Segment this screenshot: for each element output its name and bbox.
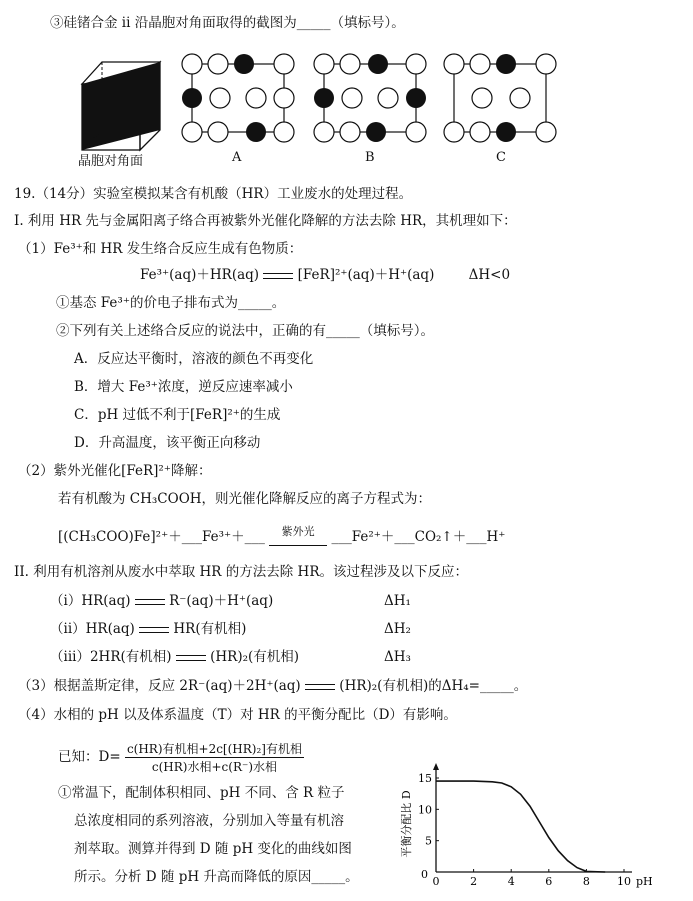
fraction-denominator: c(HR)水相+c(R⁻)水相: [151, 760, 277, 774]
r1-right: R⁻(aq)＋H⁺(aq): [169, 593, 274, 609]
reaction-3: [50, 648, 299, 666]
r1-left: （i）HR(aq): [50, 593, 131, 609]
q4-1-line-1: ①常温下，配制体积相同、pH 不同、含 R 粒子: [58, 785, 345, 801]
q3-text: [18, 677, 527, 695]
option-c-figure: [440, 52, 560, 144]
x-tick-label: 10: [617, 875, 631, 888]
option-b: B．增大 Fe³⁺浓度，逆反应速率减小: [74, 379, 293, 395]
r3-dh: ΔH₃: [384, 649, 411, 665]
eq1-dh: ΔH<0: [468, 267, 511, 283]
y-tick-label: 15: [418, 772, 432, 785]
caption-a: A: [232, 150, 242, 165]
known-formula: [58, 740, 304, 775]
q3-left: （3）根据盖斯定律，反应 2R⁻(aq)＋2H⁺(aq): [18, 678, 301, 694]
part-ii-heading: II. 利用有机溶剂从废水中萃取 HR 的方法去除 HR。该过程涉及以下反应：: [14, 564, 468, 580]
option-b-figure: [310, 52, 430, 144]
caption-b: B: [365, 150, 375, 165]
x-tick-label: 0: [432, 875, 440, 888]
option-c: C．pH 过低不利于[FeR]²⁺的生成: [74, 407, 281, 423]
known-label: 已知：D=: [58, 749, 121, 765]
equation-1: [140, 266, 510, 284]
equilibrium-arrow-icon: [135, 597, 165, 607]
q1-2: ②下列有关上述络合反应的说法中，正确的有_____（填标号）。: [56, 323, 434, 339]
y-tick-label: 10: [418, 803, 432, 817]
fraction-numerator: c(HR)有机相+2c[(HR)₂]有机相: [126, 742, 302, 756]
fraction: [125, 740, 304, 775]
d-vs-ph-chart: [396, 752, 656, 892]
r2-left: （ii）HR(aq): [50, 621, 135, 637]
q4-text: （4）水相的 pH 以及体系温度（T）对 HR 的平衡分配比（D）有影响。: [18, 707, 457, 723]
part-i-heading: I. 利用 HR 先与金属阳离子络合再被紫外光催化降解的方法去除 HR，其机理如下：: [14, 213, 517, 229]
equilibrium-arrow-icon: [263, 271, 293, 281]
r3-right: (HR)₂(有机相): [210, 649, 300, 665]
r2-dh: ΔH₂: [384, 621, 411, 637]
option-d: D．升高温度，该平衡正向移动: [74, 435, 261, 451]
eq1-left: Fe³⁺(aq)＋HR(aq): [140, 267, 260, 283]
q19-title: 19.（14分）实验室模拟某含有机酸（HR）工业废水的处理过程。: [14, 186, 413, 202]
r1-dh: ΔH₁: [384, 593, 411, 609]
r3-left: （iii）2HR(有机相): [50, 649, 172, 665]
equation-2: [58, 525, 506, 546]
chart-xlabel: pH: [636, 875, 653, 888]
q1-text: （1）Fe³⁺和 HR 发生络合反应生成有色物质：: [18, 241, 303, 257]
x-tick-label: 2: [470, 875, 478, 888]
q3-right: (HR)₂(有机相)的ΔH₄=_____。: [339, 678, 528, 694]
series-line: [436, 781, 605, 872]
q1-1: ①基态 Fe³⁺的价电子排布式为_____。: [56, 295, 286, 311]
eq2-left: [(CH₃COO)Fe]²⁺＋___Fe³⁺＋___: [58, 529, 265, 545]
equilibrium-arrow-icon: [176, 653, 206, 663]
y-arrow-icon: [433, 763, 439, 770]
eq2-condition: 紫外光: [281, 525, 315, 538]
reaction-arrow-icon: [269, 545, 327, 546]
option-a: A．反应达平衡时，溶液的颜色不再变化: [74, 351, 314, 367]
equilibrium-arrow-icon: [305, 682, 335, 692]
r2-right: HR(有机相): [173, 621, 247, 637]
q4-1-line-3: 剂萃取。测算并得到 D 随 pH 变化的曲线如图: [74, 841, 352, 857]
x-tick-label: 8: [582, 875, 590, 888]
eq2-right: ___Fe²⁺＋___CO₂↑＋___H⁺: [331, 529, 506, 545]
question-part3: ③硅锗合金 ii 沿晶胞对角面取得的截图为_____（填标号）。: [50, 15, 405, 31]
equilibrium-arrow-icon: [139, 625, 169, 635]
q2-text: （2）紫外光催化[FeR]²⁺降解：: [18, 463, 212, 479]
x-tick-label: 4: [507, 875, 515, 888]
eq1-right: [FeR]²⁺(aq)＋H⁺(aq): [297, 267, 435, 283]
q2-desc: 若有机酸为 CH₃COOH，则光催化降解反应的离子方程式为：: [58, 491, 432, 507]
diagonal-plane-figure: [70, 52, 170, 152]
option-a-figure: [178, 52, 298, 144]
reaction-2: [50, 620, 246, 638]
caption-diagonal: 晶胞对角面: [78, 154, 144, 169]
q4-1-line-4: 所示。分析 D 随 pH 升高而降低的原因_____。: [74, 869, 359, 885]
caption-c: C: [496, 150, 506, 165]
q4-1-line-2: 总浓度相同的系列溶液，分别加入等量有机溶: [74, 813, 344, 829]
origin-label: 0: [421, 868, 428, 881]
reaction-1: [50, 592, 273, 610]
chart-ylabel: 平衡分配比 D: [400, 790, 413, 858]
y-tick-label: 5: [425, 834, 432, 848]
x-tick-label: 6: [545, 875, 553, 888]
